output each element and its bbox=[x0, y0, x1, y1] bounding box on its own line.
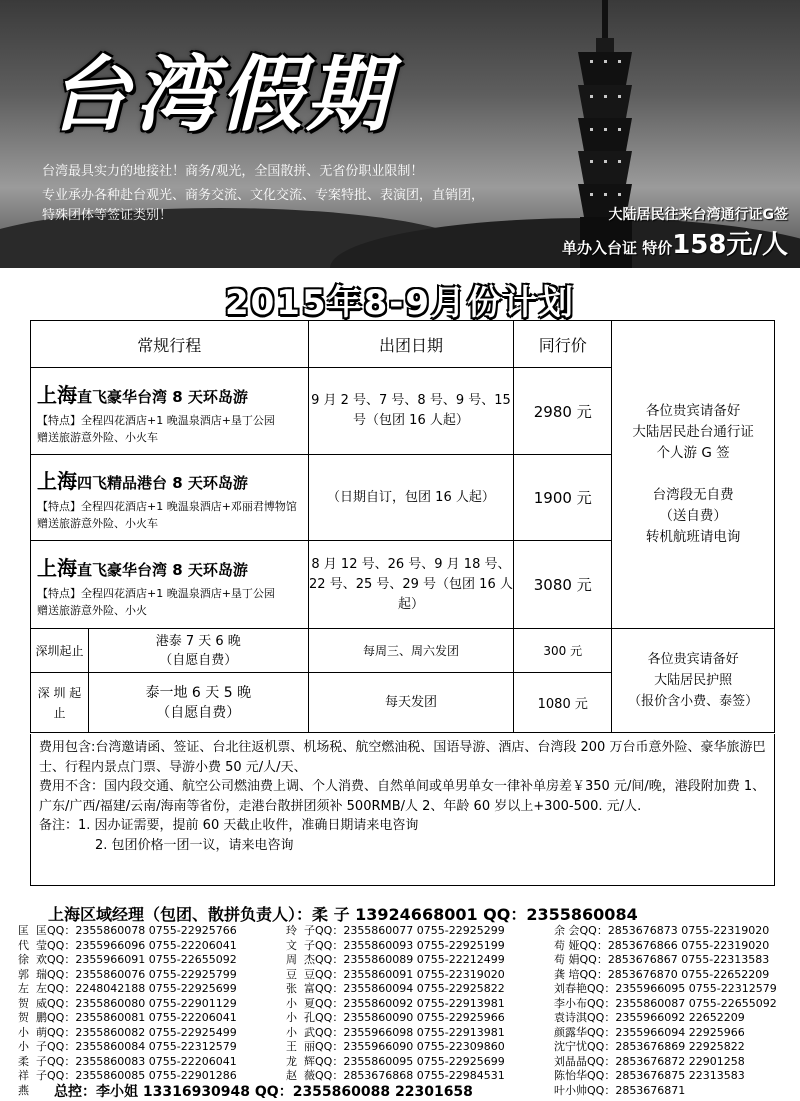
contact-initial: 小 bbox=[18, 1025, 29, 1039]
route-note bbox=[31, 496, 308, 534]
banner-line-1: 台湾最具实力的地接社！商务/观光，全国散拼、无省份职业限制！ bbox=[42, 164, 424, 179]
contact-initial: 左 bbox=[18, 982, 29, 995]
route-name: 港泰 7 天 6 晚 bbox=[155, 633, 241, 649]
contact-col-1 bbox=[36, 924, 237, 1084]
contact-entry: 富QQ：2355860094 0755-22925822 bbox=[304, 982, 505, 995]
contact-initial: 贺 bbox=[18, 996, 29, 1010]
route-price: 3080 元 bbox=[514, 541, 612, 629]
pass-offer-line-2 bbox=[562, 224, 788, 261]
contact-entry: 龚 培QQ：2853676870 0755-22652209 bbox=[554, 967, 770, 981]
contact-initial: 郭 bbox=[18, 967, 29, 981]
contact-initial: 燕 bbox=[18, 1083, 29, 1097]
contact-entry: 陈怡华QQ：2853676875 22313583 bbox=[554, 1069, 745, 1082]
route-sub: （自愿自费） bbox=[159, 652, 238, 668]
general-control-contact: 总控：李小姐 13316930948 QQ：2355860088 22301658 bbox=[54, 1084, 473, 1100]
regional-manager: 上海区域经理（包团、散拼负责人）：柔 子 13924668001 QQ：2355860084 bbox=[48, 905, 638, 924]
contact-entry: 杰QQ：2355860089 0755-22212499 bbox=[304, 953, 505, 966]
route-name: 泰一地 6 天 5 晚 bbox=[145, 684, 252, 701]
contact-entry: 颜露华QQ：2355966094 22925966 bbox=[554, 1025, 745, 1039]
contact-entry: 瑞QQ：2355860076 0755-22925799 bbox=[36, 967, 237, 981]
contact-entry: 刘春艳QQ：2355966095 0755-22312579 bbox=[554, 982, 777, 995]
contact-initial: 小 bbox=[286, 1025, 297, 1039]
contact-initial: 小 bbox=[18, 1040, 29, 1053]
contact-entry: 匡QQ：2355860078 0755-22925766 bbox=[36, 924, 237, 937]
fees-section bbox=[30, 734, 775, 886]
contact-initial: 徐 bbox=[18, 953, 29, 966]
route-city: 上海 bbox=[37, 469, 77, 493]
route-title bbox=[31, 461, 308, 496]
route-price: 1900 元 bbox=[514, 455, 612, 541]
contact-entry: 欢QQ：2355966091 0755-22655092 bbox=[36, 953, 237, 966]
contact-initial: 龙 bbox=[286, 1054, 297, 1068]
itinerary-table bbox=[30, 320, 775, 733]
contact-initial: 张 bbox=[286, 982, 297, 995]
route-price: 300 元 bbox=[514, 629, 612, 673]
side-note-line: 大陆居民护照 bbox=[654, 673, 733, 688]
fees-exclude: 费用不含：国内段交通、航空公司燃油费上调、个人消费、自然单间或单男单女一律补单房差￥350 元/间/晚，港段附加费 1、广东/广西/福建/云南/海南等省份，走港台散拼团须补 500RMB/人 2、年龄 60 岁以上+300-500. 元/人. bbox=[39, 779, 766, 814]
route-name: 直飞豪华台湾 8 天环岛游 bbox=[77, 387, 248, 406]
contact-col-initials-2 bbox=[286, 924, 297, 1084]
route-city: 上海 bbox=[37, 556, 77, 580]
contact-entry: 薇QQ：2853676868 0755-22984531 bbox=[304, 1069, 505, 1082]
departure-label: 深 圳 起 止 bbox=[31, 673, 89, 733]
side-note-line: 台湾段无自费 bbox=[652, 487, 734, 503]
contact-entry: 武QQ：2355966098 0755-22913981 bbox=[304, 1025, 505, 1039]
contact-col-3 bbox=[554, 924, 777, 1098]
contact-entry: 辉QQ：2355860095 0755-22925699 bbox=[304, 1054, 505, 1068]
contact-entry: 威QQ：2355860080 0755-22901129 bbox=[36, 996, 237, 1010]
pass-offer-price: 158元/人 bbox=[672, 230, 788, 260]
side-note-taiwan bbox=[612, 321, 775, 629]
route-dates: 每天发团 bbox=[308, 673, 514, 733]
contact-initial: 王 bbox=[286, 1040, 297, 1053]
route-dates: 8 月 12 号、26 号、9 月 18 号、22 号、25 号、29 号（包团 16 人起） bbox=[308, 541, 514, 629]
contact-entry: 叶小帅QQ：2853676871 bbox=[554, 1083, 686, 1097]
table-header-row bbox=[31, 321, 775, 368]
route-dates: 每周三、周六发团 bbox=[308, 629, 514, 673]
route-note bbox=[31, 410, 308, 448]
contact-entry: 子QQ：2355860085 0755-22901286 bbox=[36, 1069, 237, 1082]
contact-entry: 沈宁忧QQ：2853676869 22925822 bbox=[554, 1040, 745, 1053]
route-gift: 赠送旅游意外险、小火 bbox=[37, 604, 147, 617]
route-cell bbox=[31, 455, 309, 541]
contact-entry: 丽QQ：2355966090 0755-22309860 bbox=[304, 1040, 505, 1053]
route-feature: 【特点】全程四花酒店+1 晚温泉酒店+垦丁公园 bbox=[37, 587, 275, 600]
contact-entry: 孔QQ：2355860090 0755-22925966 bbox=[304, 1011, 505, 1024]
contact-entry: 豆QQ：2355860091 0755-22319020 bbox=[304, 967, 505, 981]
departure-label: 深圳起止 bbox=[31, 629, 89, 673]
contact-initial: 贺 bbox=[18, 1011, 29, 1024]
route-cell bbox=[31, 541, 309, 629]
route-feature: 【特点】全程四花酒店+1 晚温泉酒店+垦丁公园 bbox=[37, 413, 275, 427]
side-note-line: 各位贵宾请备好 bbox=[647, 652, 739, 667]
header-route: 常规行程 bbox=[31, 321, 309, 368]
side-note-line: （报价含小费、泰签） bbox=[628, 694, 759, 709]
remark-2: 2. 包团价格一团一议，请来电咨询 bbox=[95, 837, 294, 853]
contact-initial: 豆 bbox=[286, 967, 297, 981]
contact-entry: 李小布QQ：2355860087 0755-22655092 bbox=[554, 996, 777, 1010]
header-price: 同行价 bbox=[514, 321, 612, 368]
route-name: 直飞豪华台湾 8 天环岛游 bbox=[77, 561, 248, 579]
route-city: 上海 bbox=[37, 382, 77, 407]
contact-col-2 bbox=[304, 924, 505, 1084]
contact-initial: 柔 bbox=[18, 1054, 29, 1068]
side-note-spacer bbox=[612, 464, 774, 485]
route-cell bbox=[88, 673, 308, 733]
side-note-line: 大陆居民赴台通行证 bbox=[632, 424, 754, 440]
route-title bbox=[31, 375, 308, 410]
header-date: 出团日期 bbox=[308, 321, 514, 368]
fees-include: 费用包含:台湾邀请函、签证、台北往返机票、机场税、航空燃油税、国语导游、酒店、台湾段 200 万台币意外险、豪华旅游巴士、行程内景点门票、导游小费 50 元/人/天、 bbox=[39, 740, 766, 775]
pass-offer-prefix: 单办入台证 特价 bbox=[561, 239, 673, 257]
contact-initial: 代 bbox=[18, 938, 29, 952]
route-gift: 赠送旅游意外险、小火车 bbox=[37, 517, 158, 530]
route-title bbox=[31, 548, 308, 583]
contact-initial: 匡 bbox=[18, 924, 29, 937]
contact-entry: 苟 娟QQ：2853676867 0755-22313583 bbox=[554, 953, 770, 966]
contact-initial: 小 bbox=[286, 1011, 297, 1024]
route-note bbox=[31, 583, 308, 621]
banner-line-3: 特殊团体等签证类别！ bbox=[42, 208, 173, 223]
contact-entry: 余 会QQ：2853676873 0755-22319020 bbox=[554, 924, 770, 937]
route-dates: 9 月 2 号、7 号、8 号、9 号、15 号（包团 16 人起） bbox=[308, 368, 514, 455]
banner-line-2: 专业承办各种赴台观光、商务交流、文化交流、专案特批、表演团，直销团， bbox=[42, 188, 485, 203]
route-cell bbox=[88, 629, 308, 673]
route-gift: 赠送旅游意外险、小火车 bbox=[37, 430, 158, 444]
contact-entry: 子QQ：2355860093 0755-22925199 bbox=[304, 938, 505, 952]
contact-entry: 鹏QQ：2355860081 0755-22206041 bbox=[36, 1011, 237, 1024]
contact-entry: 左QQ：2248042188 0755-22925699 bbox=[36, 982, 237, 995]
pass-offer-line-1: 大陆居民往来台湾通行证G签 bbox=[608, 207, 788, 223]
contact-entry: 刘晶晶QQ：2853676872 22901258 bbox=[554, 1054, 745, 1068]
contact-initial: 祥 bbox=[18, 1069, 29, 1082]
page-title: 台湾假期 bbox=[48, 48, 392, 143]
contact-initial: 周 bbox=[286, 953, 297, 966]
contact-initial: 赵 bbox=[286, 1069, 297, 1082]
route-dates: （日期自订，包团 16 人起） bbox=[308, 455, 514, 541]
side-note-line: （送自费） bbox=[659, 508, 727, 524]
contact-initial: 小 bbox=[286, 996, 297, 1010]
plan-title: 2015年8-9月份计划 bbox=[224, 283, 576, 323]
contact-entry: 苟 娅QQ：2853676866 0755-22319020 bbox=[554, 938, 770, 952]
route-cell bbox=[31, 368, 309, 455]
contact-entry: 子QQ：2355860084 0755-22312579 bbox=[36, 1040, 237, 1053]
contact-entry: 莹QQ：2355966096 0755-22206041 bbox=[36, 938, 237, 952]
contact-entry: 子QQ：2355860077 0755-22925299 bbox=[304, 924, 505, 937]
contact-entry: 夏QQ：2355860092 0755-22913981 bbox=[304, 996, 505, 1010]
route-price: 2980 元 bbox=[514, 368, 612, 455]
side-note-line: 个人游 G 签 bbox=[656, 445, 730, 461]
contact-entry: 袁诗淇QQ：2355966092 22652209 bbox=[554, 1011, 745, 1024]
route-price: 1080 元 bbox=[514, 673, 612, 733]
route-feature: 【特点】全程四花酒店+1 晚温泉酒店+邓丽君博物馆 bbox=[37, 500, 297, 513]
header-banner bbox=[0, 0, 800, 268]
side-note-line: 各位贵宾请备好 bbox=[645, 403, 741, 419]
route-sub: （自愿自费） bbox=[156, 704, 241, 721]
contact-entry: 子QQ：2355860083 0755-22206041 bbox=[36, 1054, 237, 1068]
side-note-thailand bbox=[612, 629, 775, 733]
contact-initial: 玲 bbox=[286, 924, 297, 937]
remark-1: 备注：1. 因办证需要，提前 60 天截止收件，准确日期请来电咨询 bbox=[39, 818, 419, 834]
table-row bbox=[31, 629, 775, 673]
contact-col-initials bbox=[18, 924, 29, 1098]
contact-entry: 萌QQ：2355860082 0755-22925499 bbox=[36, 1025, 237, 1039]
contact-initial: 文 bbox=[286, 938, 297, 952]
side-note-line: 转机航班请电询 bbox=[645, 529, 741, 545]
route-name: 四飞精品港台 8 天环岛游 bbox=[77, 474, 248, 492]
